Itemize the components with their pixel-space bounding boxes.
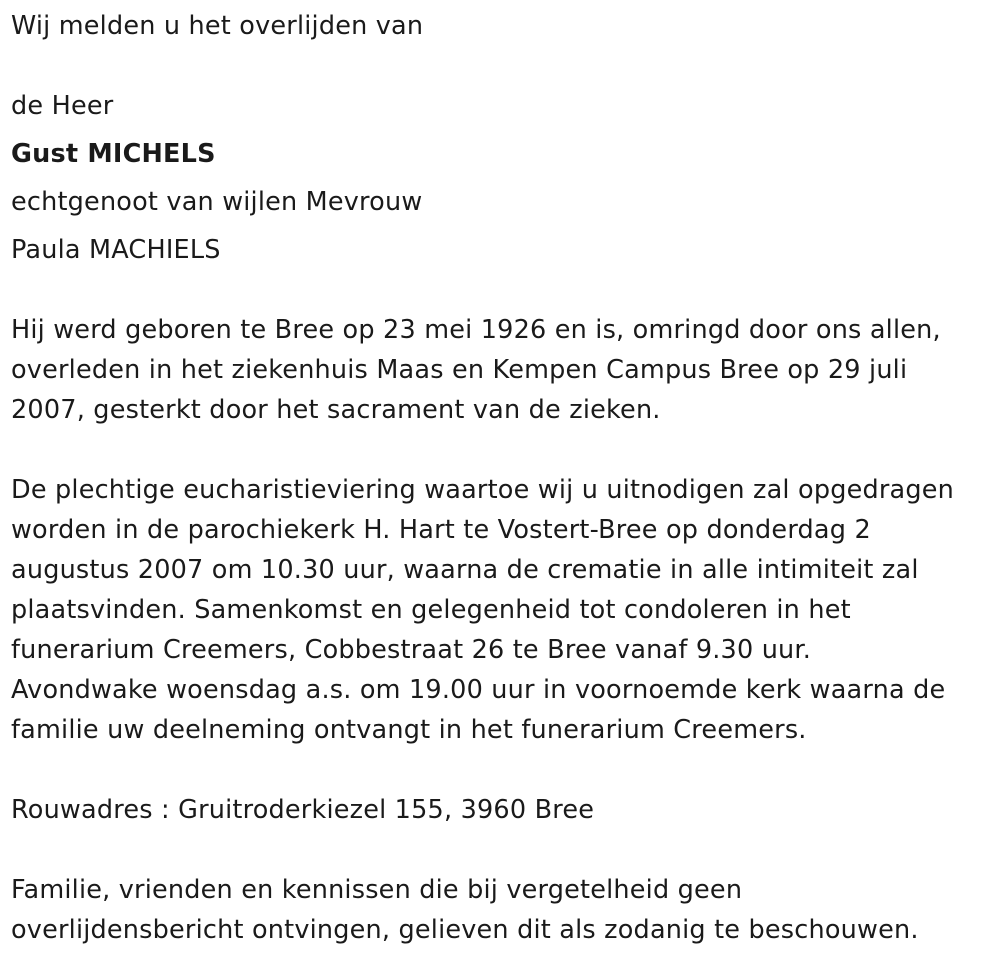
spacer bbox=[11, 750, 991, 790]
closing-paragraph bbox=[11, 870, 991, 950]
honorific: de Heer bbox=[11, 91, 114, 121]
paragraph-line: De plechtige eucharistieviering waartoe wij u uitnodigen zal opgedragen bbox=[11, 475, 955, 505]
paragraph-line: overlijdensbericht ontvingen, gelieven dit als zodanig te beschouwen. bbox=[11, 915, 919, 945]
mourning-address: Rouwadres : Gruitroderkiezel 155, 3960 Bree bbox=[11, 795, 595, 825]
paragraph-line: 2007, gesterkt door het sacrament van de zieken. bbox=[11, 395, 661, 425]
paragraph-line: worden in de parochiekerk H. Hart te Vostert-Bree op donderdag 2 bbox=[11, 515, 871, 545]
obituary-notice bbox=[11, 6, 991, 950]
paragraph-line: familie uw deelneming ontvangt in het funerarium Creemers. bbox=[11, 715, 807, 745]
deceased-name: Gust MICHELS bbox=[11, 139, 216, 169]
paragraph-line: funerarium Creemers, Cobbestraat 26 te Bree vanaf 9.30 uur. bbox=[11, 635, 812, 665]
paragraph-line: plaatsvinden. Samenkomst en gelegenheid tot condoleren in het bbox=[11, 595, 851, 625]
ceremony-paragraph bbox=[11, 470, 991, 750]
spouse-label: echtgenoot van wijlen Mevrouw bbox=[11, 187, 423, 217]
spouse-name: Paula MACHIELS bbox=[11, 235, 221, 265]
paragraph-line: overleden in het ziekenhuis Maas en Kempen Campus Bree op 29 juli bbox=[11, 355, 908, 385]
spacer bbox=[11, 270, 991, 310]
paragraph-line: augustus 2007 om 10.30 uur, waarna de crematie in alle intimiteit zal bbox=[11, 555, 919, 585]
spacer bbox=[11, 830, 991, 870]
paragraph-line: Avondwake woensdag a.s. om 19.00 uur in voornoemde kerk waarna de bbox=[11, 675, 946, 705]
paragraph-line: Hij werd geboren te Bree op 23 mei 1926 en is, omringd door ons allen, bbox=[11, 315, 941, 345]
spacer bbox=[11, 430, 991, 470]
birth-death-paragraph bbox=[11, 310, 991, 430]
paragraph-line: Familie, vrienden en kennissen die bij vergetelheid geen bbox=[11, 875, 743, 905]
intro-text: Wij melden u het overlijden van bbox=[11, 11, 424, 41]
spacer bbox=[11, 46, 991, 86]
